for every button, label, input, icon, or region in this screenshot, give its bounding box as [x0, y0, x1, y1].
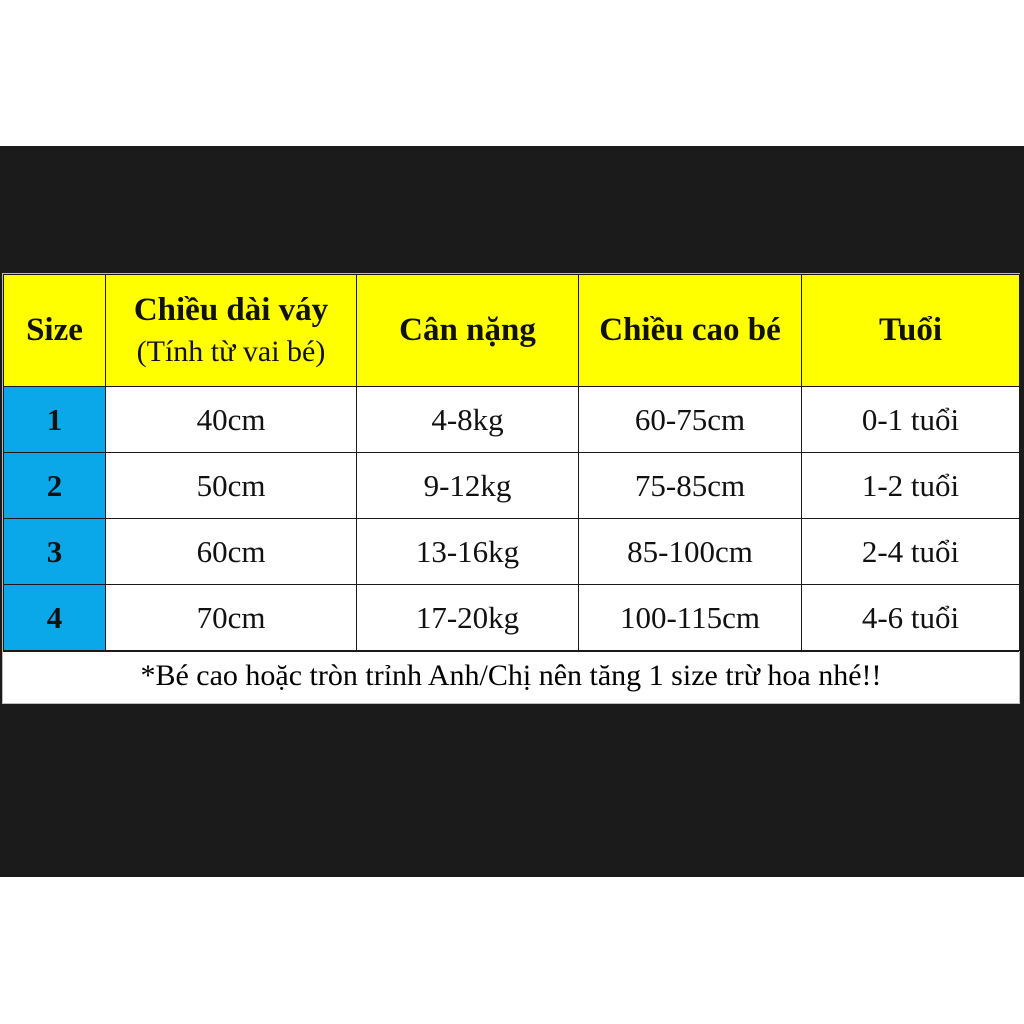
footnote: *Bé cao hoặc tròn trỉnh Anh/Chị nên tăng 1 size trừ hoa nhé!!	[3, 651, 1019, 700]
header-length-sub: (Tính từ vai bé)	[136, 335, 326, 368]
length-cell: 50cm	[106, 453, 357, 519]
length-cell: 70cm	[106, 585, 357, 651]
height-cell: 100-115cm	[579, 585, 802, 651]
age-cell: 1-2 tuổi	[802, 453, 1020, 519]
weight-cell: 17-20kg	[357, 585, 579, 651]
weight-cell: 9-12kg	[357, 453, 579, 519]
length-cell: 60cm	[106, 519, 357, 585]
header-age: Tuổi	[802, 275, 1020, 387]
table-row	[4, 387, 1020, 453]
size-cell: 1	[4, 387, 106, 453]
size-chart	[2, 273, 1020, 704]
age-cell: 4-6 tuổi	[802, 585, 1020, 651]
size-cell: 2	[4, 453, 106, 519]
table-row	[4, 519, 1020, 585]
header-length	[106, 275, 357, 387]
table-row	[4, 585, 1020, 651]
weight-cell: 13-16kg	[357, 519, 579, 585]
table-row	[4, 453, 1020, 519]
header-length-main: Chiều dài váy	[133, 292, 329, 328]
header-size: Size	[4, 275, 106, 387]
size-cell: 4	[4, 585, 106, 651]
age-cell: 2-4 tuổi	[802, 519, 1020, 585]
header-weight: Cân nặng	[357, 275, 579, 387]
size-table	[3, 274, 1020, 651]
header-height: Chiều cao bé	[579, 275, 802, 387]
size-cell: 3	[4, 519, 106, 585]
height-cell: 85-100cm	[579, 519, 802, 585]
height-cell: 60-75cm	[579, 387, 802, 453]
height-cell: 75-85cm	[579, 453, 802, 519]
length-cell: 40cm	[106, 387, 357, 453]
weight-cell: 4-8kg	[357, 387, 579, 453]
age-cell: 0-1 tuổi	[802, 387, 1020, 453]
header-row	[4, 275, 1020, 387]
